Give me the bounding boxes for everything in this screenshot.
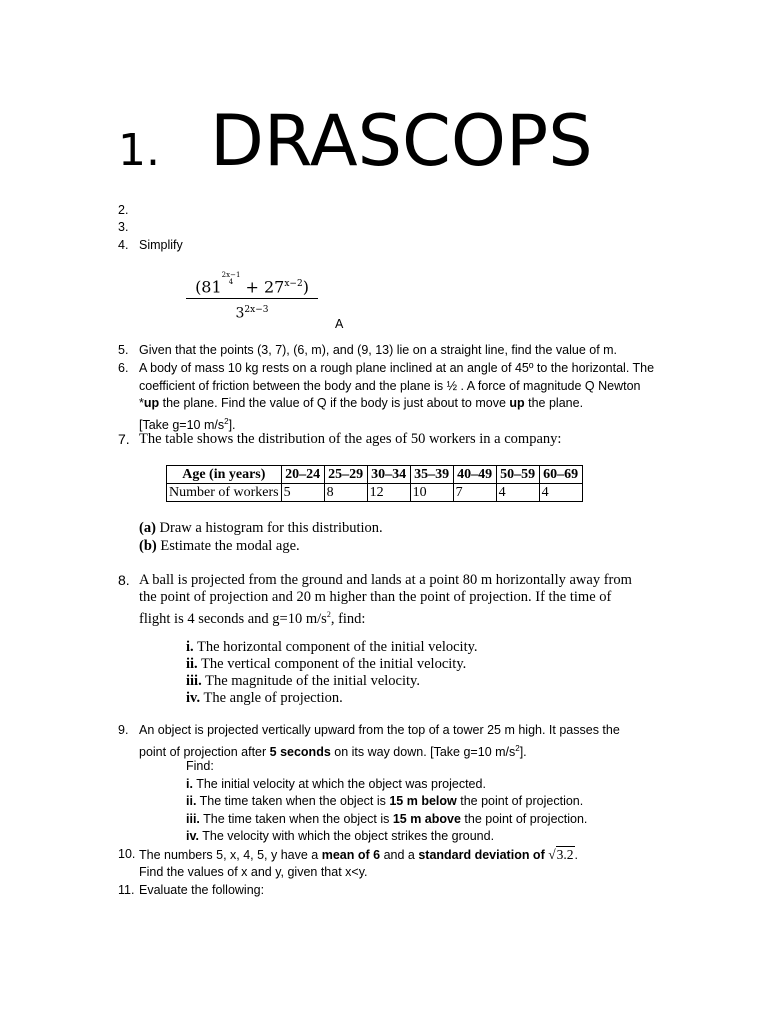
square-root: √3.2 [548, 847, 574, 862]
data-table [166, 465, 583, 502]
document-title [118, 100, 593, 190]
title-text: DRASCOPS [210, 100, 593, 182]
document-page: 1. DRASCOPS 2. 3. 4. Simplify (812x−1 $4 + 27^{x-2}$) $3^{2x-3}$ A 5. Given that the points (3, 7), (6, m), and (9, 13) lie on a straight line, find the value of m. 6. A body of mass 10 kg rests on a rough plane inclined at an angle of 45º to the horizontal. The coefficient of friction between the body and the plane is ½ . A force of magnitude Q Newton *up the plane. Find the value of Q if the body is just about to move up the plane. [Take g=10 $m/s^2$]. 7. The table shows the distribution of the ages of 50 workers in a company: Age (in years) 20–24 25–29 30–34 35–39 40–49 50–59 60–69 Number of workers 5 8 12 10 7 4 4 (a) Draw a histogram for this distribution. (b) Estimate the modal age. 8. A ball is projected from the ground and lands at a point 80 m horizontally away from the point of projection and 20 m higher than the point of projection. If the time of flight is 4 seconds and g=10 $m/s^2$, find: i. The horizontal component of the initial velocity. ii. The vertical component of the initial velocity. iii. The magnitude of the initial velocity. iv. The angle of projection. 9. An object is projected vertically upward from the top of a tower 25 m high. It passes the point of projection after 5 seconds on its way down. [Take g=10 $m/s^2$]. Find: i. The initial velocity at which the object was projected. ii. The time taken when the object is 15 m below the point of projection. iii. The time taken when the object is 15 m above the point of projection. iv. The velocity with which the object strikes the ground. 10. The numbers 5, x, 4, 5, y have a mean of 6 and a standard deviation of √3.2. Find the values of x and y, given that x<y. 11. Evaluate the following: [118, 100, 655, 897]
table-header-row: Age (in years) 20–24 25–29 30–34 35–39 40–49 50–59 60–69 [167, 466, 583, 484]
table-row: Number of workers 5 8 12 10 7 4 4 [167, 484, 583, 502]
math-expression: (812x−1 $4 + 27^{x-2}$) $3^{2x-3}$ [186, 272, 318, 323]
title-number: 1. [118, 125, 160, 176]
equation-label: A [335, 317, 344, 331]
